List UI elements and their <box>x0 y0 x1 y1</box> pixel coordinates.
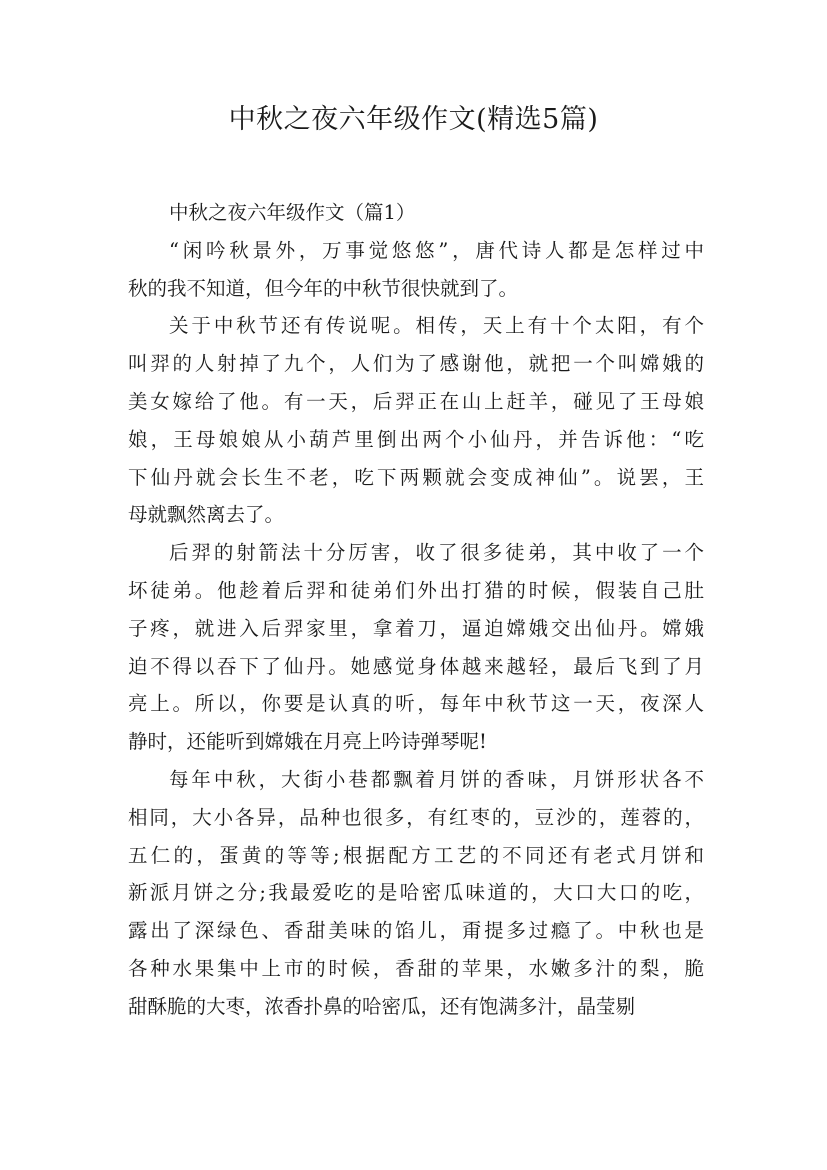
paragraph-line: 迫不得以吞下了仙丹。她感觉身体越来越轻，最后飞到了月 <box>128 654 704 678</box>
paragraph <box>128 761 704 1026</box>
paragraph-line: 叫羿的人射掉了九个，人们为了感谢他，就把一个叫嫦娥的 <box>128 352 704 376</box>
paragraph-line: 各种水果集中上市的时候，香甜的苹果，水嫩多汁的梨，脆 <box>128 956 704 980</box>
document-body <box>128 194 704 1026</box>
paragraph-line: 关于中秋节还有传说呢。相传，天上有十个太阳，有个 <box>169 314 704 338</box>
paragraph-line: 坏徒弟。他趁着后羿和徒弟们外出打猎的时候，假装自己肚 <box>128 578 704 602</box>
paragraph-line: 母就飘然离去了。 <box>128 503 285 527</box>
paragraph-line: “闲吟秋景外，万事觉悠悠”，唐代诗人都是怎样过中 <box>169 238 704 262</box>
paragraph-line: 亮上。所以，你要是认真的听，每年中秋节这一天，夜深人 <box>128 692 704 716</box>
document-title: 中秋之夜六年级作文(精选5篇) <box>228 104 599 135</box>
paragraph-line: 娘，王母娘娘从小葫芦里倒出两个小仙丹，并告诉他：“吃 <box>128 427 704 451</box>
paragraph-line: 五仁的，蛋黄的等等;根据配方工艺的不同还有老式月饼和 <box>128 843 704 867</box>
paragraph-line: 下仙丹就会长生不老，吃下两颗就会变成神仙”。说罢，王 <box>128 465 704 489</box>
section-heading: 中秋之夜六年级作文（篇1） <box>169 201 416 224</box>
paragraph-line: 美女嫁给了他。有一天，后羿正在山上赶羊，碰见了王母娘 <box>128 389 704 413</box>
paragraph-line: 后羿的射箭法十分厉害，收了很多徒弟，其中收了一个 <box>169 541 704 565</box>
paragraph-line: 静时，还能听到嫦娥在月亮上吟诗弹琴呢! <box>128 730 487 754</box>
paragraph-line: 甜酥脆的大枣，浓香扑鼻的哈密瓜，还有饱满多汁，晶莹剔 <box>128 994 636 1018</box>
paragraph <box>128 307 704 534</box>
paragraph-line: 每年中秋，大街小巷都飘着月饼的香味，月饼形状各不 <box>169 767 704 791</box>
paragraph-line: 新派月饼之分;我最爱吃的是哈密瓜味道的，大口大口的吃， <box>128 881 704 905</box>
paragraph-line: 子疼，就进入后羿家里，拿着刀，逼迫嫦娥交出仙丹。嫦娥 <box>128 616 704 640</box>
paragraph <box>128 232 704 308</box>
paragraph-line: 露出了深绿色、香甜美味的馅儿，甭提多过瘾了。中秋也是 <box>128 919 704 943</box>
paragraph-line: 秋的我不知道，但今年的中秋节很快就到了。 <box>128 276 519 300</box>
paragraph <box>128 534 704 761</box>
paragraphs <box>128 232 704 1026</box>
paragraph-line: 相同，大小各异，品种也很多，有红枣的，豆沙的，莲蓉的， <box>128 805 704 829</box>
